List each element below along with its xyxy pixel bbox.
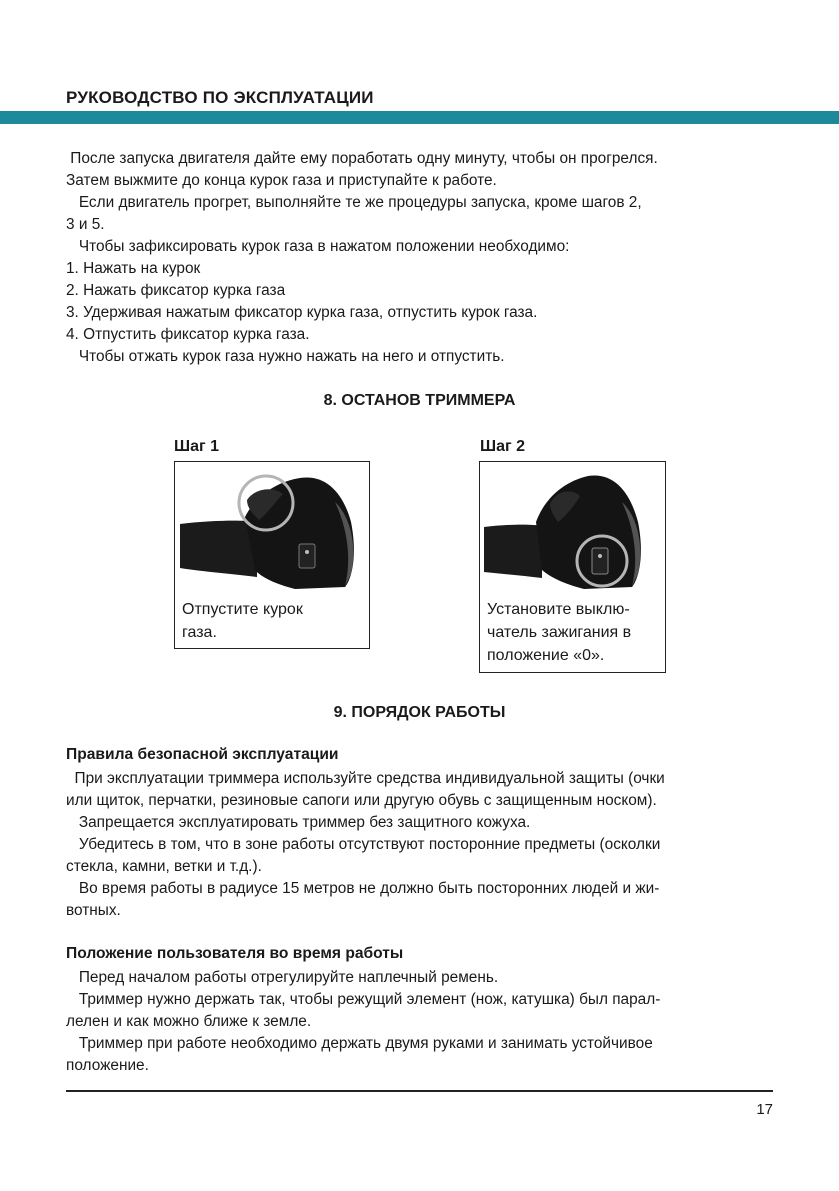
- header-accent-bar: [0, 111, 839, 124]
- page-number: 17: [756, 1101, 773, 1118]
- position-line: Триммер при работе необходимо держать двумя руками и занимать устойчивое: [66, 1035, 653, 1052]
- footer-rule: [66, 1090, 773, 1092]
- safety-line: Во время работы в радиусе 15 метров не должно быть посторонних людей и жи-: [66, 880, 660, 897]
- step-2-figure-box: [479, 461, 666, 673]
- step-2-label: Шаг 2: [480, 438, 525, 455]
- section-9-title: 9. ПОРЯДОК РАБОТЫ: [333, 704, 506, 721]
- step-2-caption-line: Установите выклю-: [487, 601, 630, 618]
- safety-line: Запрещается эксплуатировать триммер без защитного кожуха.: [66, 814, 531, 831]
- intro-line: Если двигатель прогрет, выполняйте те же процедуры запуска, кроме шагов 2,: [66, 194, 642, 211]
- step-2-caption-line: чатель зажигания в: [487, 624, 632, 641]
- intro-list-item: 2. Нажать фиксатор курка газа: [66, 282, 286, 299]
- section-8-title: 8. ОСТАНОВ ТРИММЕРА: [323, 392, 516, 409]
- intro-line: Чтобы зафиксировать курок газа в нажатом положении необходимо:: [66, 238, 570, 255]
- intro-line: Затем выжмите до конца курок газа и приступайте к работе.: [66, 172, 497, 189]
- user-position-heading: Положение пользователя во время работы: [66, 945, 404, 962]
- intro-line: После запуска двигателя дайте ему поработать одну минуту, чтобы он прогрелся.: [66, 150, 658, 167]
- safety-line: Убедитесь в том, что в зоне работы отсутствуют посторонние предметы (осколки: [66, 836, 661, 853]
- ignition-switch-illustration: [480, 462, 664, 597]
- step-1-caption-line: Отпустите курок: [182, 601, 303, 618]
- page-header-title: РУКОВОДСТВО ПО ЭКСПЛУАТАЦИИ: [66, 88, 374, 107]
- position-line: Перед началом работы отрегулируйте наплечный ремень.: [66, 969, 499, 986]
- safety-line: стекла, камни, ветки и т.д.).: [66, 858, 262, 875]
- intro-line: 3 и 5.: [66, 216, 105, 233]
- trigger-handle-illustration: [175, 462, 368, 597]
- intro-list-item: 4. Отпустить фиксатор курка газа.: [66, 326, 310, 343]
- step-1-caption-line: газа.: [182, 624, 217, 641]
- intro-list-item: 3. Удерживая нажатым фиксатор курка газа, отпустить курок газа.: [66, 304, 538, 321]
- position-line: лелен и как можно ближе к земле.: [66, 1013, 312, 1030]
- position-line: Триммер нужно держать так, чтобы режущий элемент (нож, катушка) был парал-: [66, 991, 661, 1008]
- step-1-label: Шаг 1: [174, 438, 219, 455]
- safety-line: При эксплуатации триммера используйте средства индивидуальной защиты (очки: [66, 770, 665, 787]
- safety-rules-heading: Правила безопасной эксплуатации: [66, 746, 339, 763]
- safety-line: вотных.: [66, 902, 121, 919]
- intro-line: Чтобы отжать курок газа нужно нажать на него и отпустить.: [66, 348, 505, 365]
- intro-list-item: 1. Нажать на курок: [66, 260, 201, 277]
- step-2-caption-line: положение «0».: [487, 647, 605, 664]
- position-line: положение.: [66, 1057, 149, 1074]
- step-1-figure-box: [174, 461, 370, 649]
- safety-line: или щиток, перчатки, резиновые сапоги или другую обувь с защищенным носком).: [66, 792, 657, 809]
